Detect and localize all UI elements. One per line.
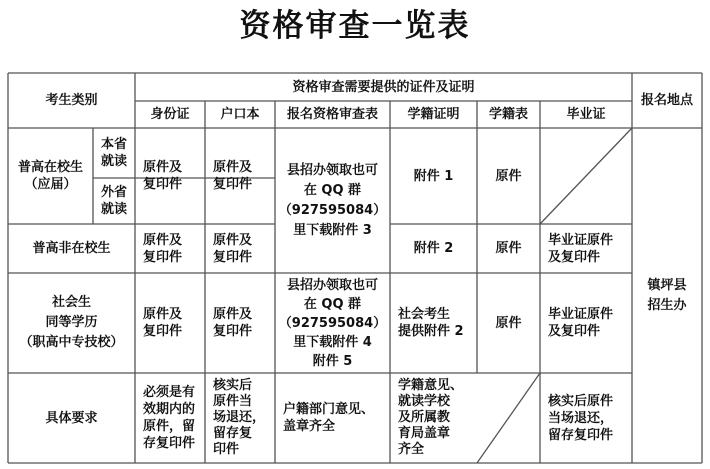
row3-xueji: 社会考生 提供附件 2 <box>398 307 464 339</box>
header-col-form: 报名资格审查表 <box>286 107 378 122</box>
header-col-id: 身份证 <box>150 107 190 122</box>
row1-sub-local: 本省 就读 <box>100 137 127 169</box>
header-col-xueji: 学籍证明 <box>407 107 460 122</box>
header-col-hukou: 户口本 <box>220 107 260 122</box>
row4-hukou: 核实后 原件当 场退还， 留存复 印件 <box>213 378 266 457</box>
row4-id: 必须是有 效期内的 原件，留 存复印件 <box>143 385 196 451</box>
row3-xuejibiao: 原件 <box>495 315 522 331</box>
row4-grad: 核实后原件 当场退还， 留存复印件 <box>548 393 614 443</box>
row1-label: 普高在校生 （应届） <box>17 160 83 192</box>
row3-grad: 毕业证原件 及复印件 <box>548 307 614 339</box>
row1-xueji: 附件 1 <box>413 168 454 184</box>
row2-label: 普高非在校生 <box>32 241 111 256</box>
header-col-grad: 毕业证 <box>566 107 606 122</box>
row4-form: 户籍部门意见、 盖章齐全 <box>283 402 375 434</box>
row12-form: 县招办领取也可 在 QQ 群 （927595084） 里下载附件 3 <box>278 162 387 238</box>
row1-sub-outside: 外省 就读 <box>100 185 127 217</box>
page-title: 资格审查一览表 <box>239 8 471 44</box>
row2-hukou: 原件及 复印件 <box>213 232 253 265</box>
location-value: 镇坪县 招生办 <box>647 277 687 313</box>
row2-xueji: 附件 2 <box>413 241 454 256</box>
row3-hukou: 原件及 复印件 <box>213 307 253 339</box>
row2-grad: 毕业证原件 及复印件 <box>548 232 614 265</box>
row4-xueji: 学籍意见、 就读学校 及所属教 育局盖章 齐全 <box>398 378 464 457</box>
row1-id: 原件及 复印件 <box>143 160 183 192</box>
row3-label: 社会生 同等学历 （职高中专技校） <box>19 295 124 350</box>
header-category: 考生类别 <box>45 93 98 108</box>
row2-id: 原件及 复印件 <box>143 232 183 265</box>
header-col-xuejibiao: 学籍表 <box>488 107 528 122</box>
row1-hukou: 原件及 复印件 <box>213 160 253 192</box>
row1-xuejibiao: 原件 <box>495 168 522 184</box>
row3-id: 原件及 复印件 <box>143 307 183 339</box>
row2-xuejibiao: 原件 <box>495 241 522 256</box>
header-group: 资格审查需要提供的证件及证明 <box>292 79 475 95</box>
row3-form: 县招办领取也可 在 QQ 群 （927595084） 里下载附件 4 附件 5 <box>278 277 387 369</box>
header-location: 报名地点 <box>640 93 693 108</box>
row4-label: 具体要求 <box>45 410 98 426</box>
